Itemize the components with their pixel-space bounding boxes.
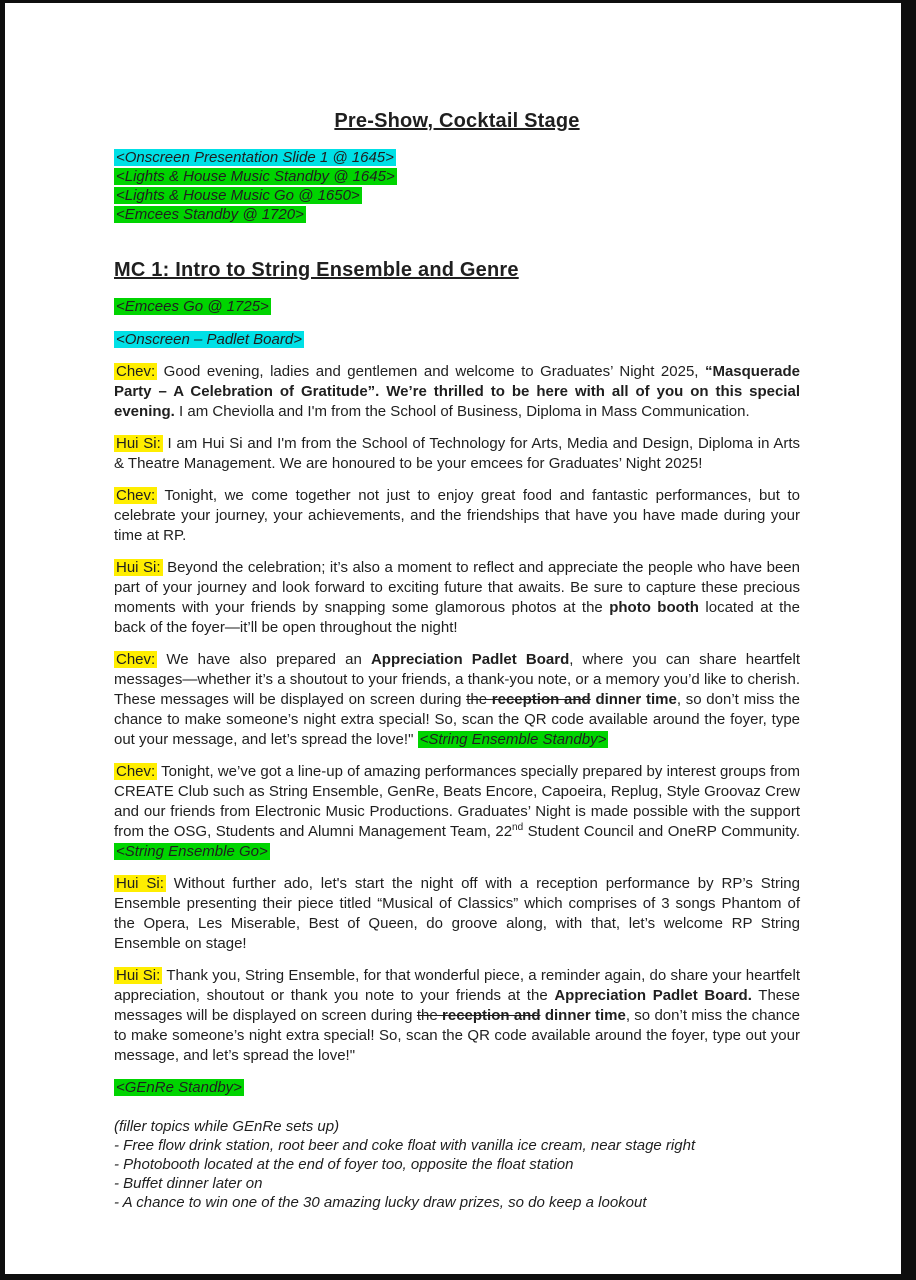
paragraph-huisi-thanks: Hui Si: Thank you, String Ensemble, for that wonderful piece, a reminder again, do share your heartfelt appreciation, shoutout or thank you note to your friends at the Appreciation Padlet Board. These messages will be displayed on screen during the reception and dinner time, so don’t miss the chance to make someone’s night extra special! So, scan the QR code available around the foyer, type out your message, and let’s spread the love!" <box>114 967 800 1064</box>
cue-emcees-standby <box>114 205 800 224</box>
cue-emcees-go <box>114 297 800 316</box>
filler-item-photobooth: - Photobooth located at the end of foyer too, opposite the float station <box>114 1156 574 1173</box>
cue-onscreen-slide <box>114 148 800 167</box>
paragraph-chev-padlet: Chev: We have also prepared an Appreciation Padlet Board, where you can share heartfelt messages—whether it’s a shoutout to your friends, a thank-you note, or a memory you’d like to cherish. These messages will be displayed on screen during the reception and dinner time, so don’t miss the chance to make someone’s night extra special! So, scan the QR code available around the foyer, type out your message, and let’s spread the love!" <String Ensemble Standby> <box>114 651 800 748</box>
cue-emcees-go-text: <Emcees Go @ 1725> <box>116 298 269 315</box>
document-page <box>5 3 901 1274</box>
filler-intro: (filler topics while GEnRe sets up) <box>114 1118 340 1135</box>
cue-lights-standby <box>114 167 800 186</box>
paragraph-huisi-beyond: Hui Si: Beyond the celebration; it’s also a moment to reflect and appreciate the people who have been part of your journey and look forward to exciting future that awaits. Be sure to capture these precious moments with your friends by snapping some glamorous photos at the photo booth located at the back of the foyer—it’ll be open throughout the night! <box>114 559 800 636</box>
cue-emcees-standby-text: <Emcees Standby @ 1720> <box>116 206 304 223</box>
cue-lights-go-text: <Lights & House Music Go @ 1650> <box>116 187 360 204</box>
section-heading: MC 1: Intro to String Ensemble and Genre <box>114 259 519 281</box>
cue-onscreen-slide-text: <Onscreen Presentation Slide 1 @ 1645> <box>116 149 394 166</box>
filler-item-luckydraw: - A chance to win one of the 30 amazing lucky draw prizes, so do keep a lookout <box>114 1194 647 1211</box>
filler-notes <box>114 1117 800 1212</box>
cue-genre-standby <box>114 1078 800 1097</box>
paragraph-huisi-string-intro: Hui Si: Without further ado, let's start the night off with a reception performance by RP’s String Ensemble presenting their piece titled “Musical of Classics” which comprises of 3 songs Phantom of the Opera, Les Miserable, Best of Queen, do groove along, with that, let’s welcome RP String Ensemble on stage! <box>114 875 800 952</box>
cue-lights-standby-text: <Lights & House Music Standby @ 1645> <box>116 168 395 185</box>
filler-item-buffet: - Buffet dinner later on <box>114 1175 263 1192</box>
filler-item-drinks: - Free flow drink station, root beer and coke float with vanilla ice cream, near stage right <box>114 1137 696 1154</box>
page-title: Pre-Show, Cocktail Stage <box>334 110 580 132</box>
paragraph-huisi-intro: Hui Si: I am Hui Si and I'm from the School of Technology for Arts, Media and Design, Diploma in Arts & Theatre Management. We are honoured to be your emcees for Graduates’ Night 2025! <box>114 435 800 472</box>
cue-genre-standby-text: <GEnRe Standby> <box>116 1079 242 1096</box>
paragraph-chev-tonight: Chev: Tonight, we come together not just to enjoy great food and fantastic performances, but to celebrate your journey, your achievements, and the friendships that have you have made during your time at RP. <box>114 487 800 544</box>
document-content <box>5 3 901 1212</box>
paragraph-chev-welcome: Chev: Good evening, ladies and gentlemen and welcome to Graduates’ Night 2025, “Masquerade Party – A Celebration of Gratitude”. We’re thrilled to be here with all of you on this special evening. I am Cheviolla and I'm from the School of Business, Diploma in Mass Communication. <box>114 363 800 420</box>
cue-lights-go <box>114 186 800 205</box>
preshow-cue-block <box>114 148 800 224</box>
paragraph-chev-lineup: Chev: Tonight, we’ve got a line-up of amazing performances specially prepared by interest groups from CREATE Club such as String Ensemble, GenRe, Beats Encore, Capoeira, Replug, Style Groovaz Crew and our friends from Electronic Music Productions. Graduates’ Night is made possible with the support from the OSG, Students and Alumni Management Team, 22nd Student Council and OneRP Community. <String Ensemble Go> <box>114 763 800 860</box>
cue-onscreen-padlet-text: <Onscreen – Padlet Board> <box>116 331 302 348</box>
cue-onscreen-padlet <box>114 330 800 349</box>
